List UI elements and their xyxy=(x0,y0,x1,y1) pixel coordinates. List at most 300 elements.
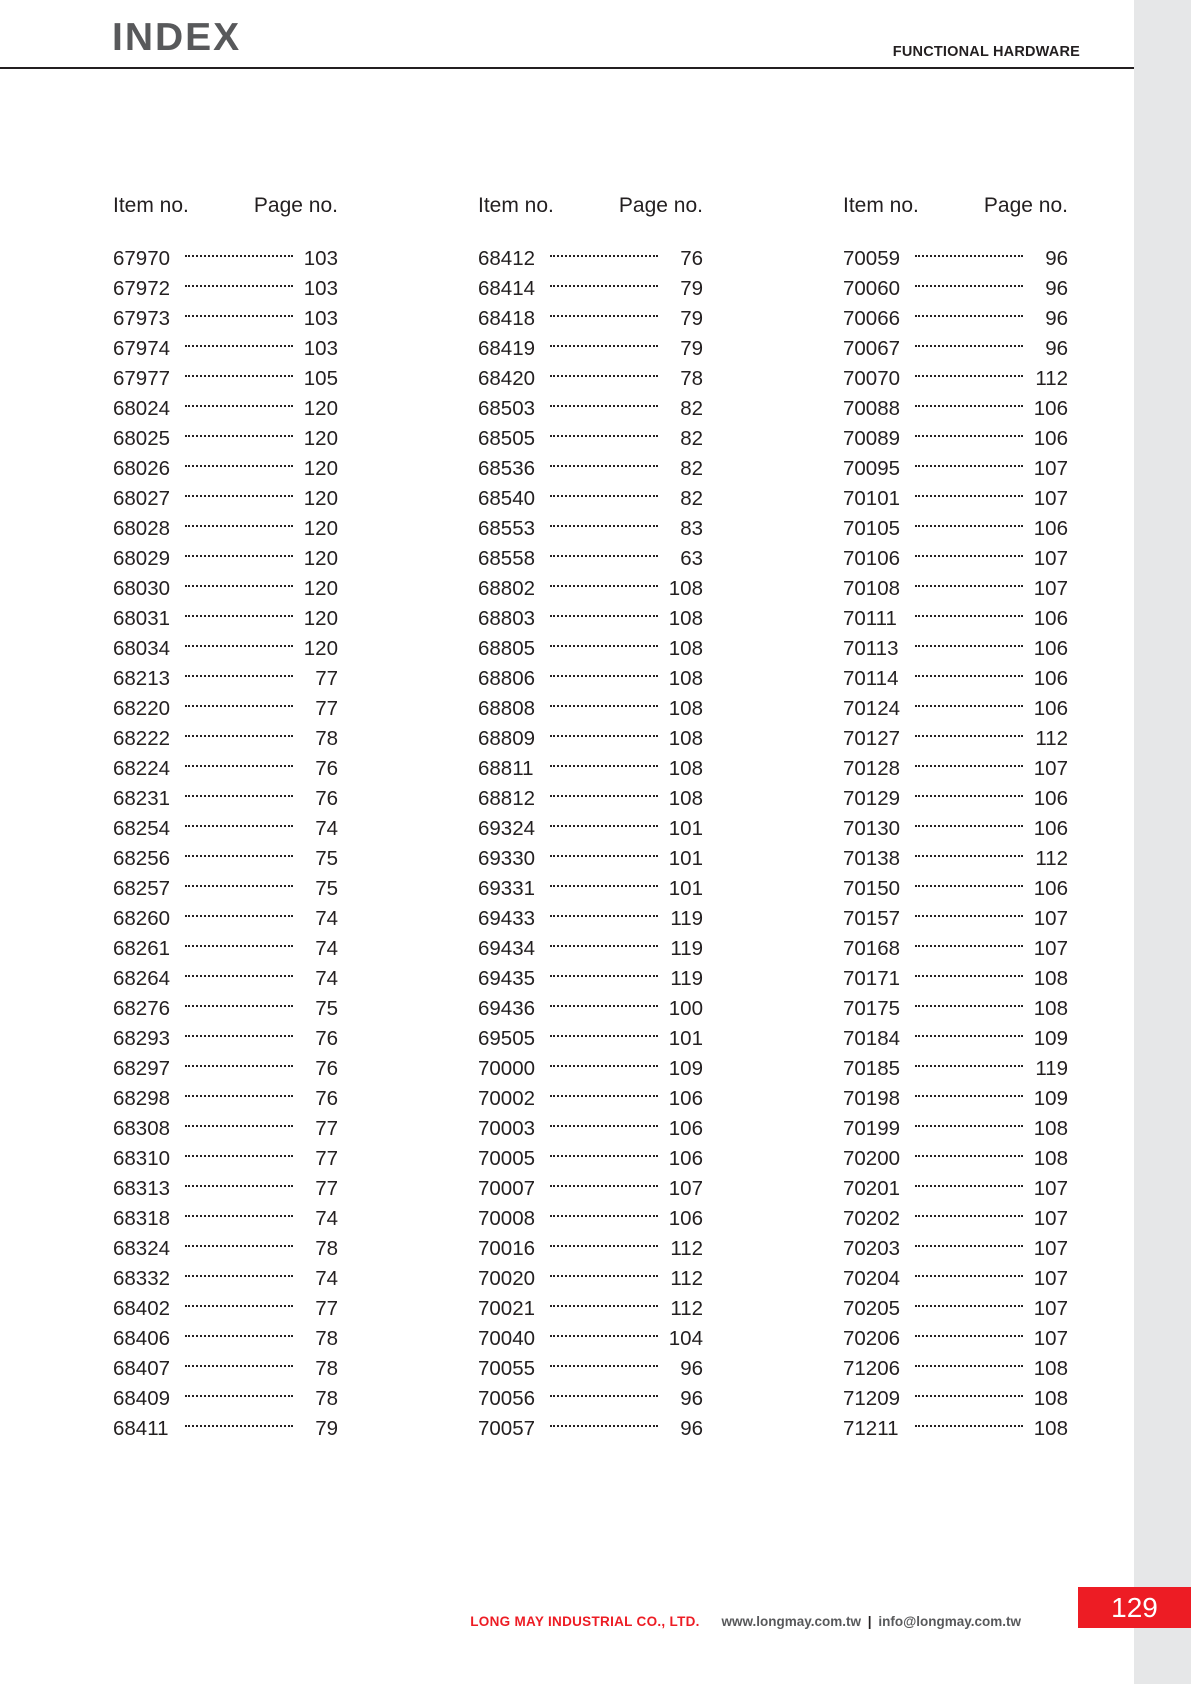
dot-leader xyxy=(548,934,658,964)
item-number: 70157 xyxy=(843,907,901,930)
index-row xyxy=(843,454,1068,484)
index-row xyxy=(843,544,1068,574)
item-number: 67974 xyxy=(113,337,171,360)
item-number: 70114 xyxy=(843,667,899,690)
index-row xyxy=(843,724,1068,754)
item-number: 70008 xyxy=(478,1207,536,1230)
item-number: 68802 xyxy=(478,577,536,600)
dot-leader xyxy=(548,1204,658,1234)
page-number-ref: 120 xyxy=(303,607,338,630)
index-row xyxy=(843,394,1068,424)
page-number-tab xyxy=(1078,1587,1191,1628)
index-row xyxy=(113,484,338,514)
dot-leader xyxy=(548,694,658,724)
index-row xyxy=(478,1174,703,1204)
index-row xyxy=(113,784,338,814)
index-row xyxy=(478,754,703,784)
index-row xyxy=(478,1114,703,1144)
item-number: 70184 xyxy=(843,1027,901,1050)
dot-leader xyxy=(913,454,1023,484)
item-number: 70021 xyxy=(478,1297,536,1320)
page-number-ref: 119 xyxy=(670,967,703,990)
page-number-ref: 101 xyxy=(668,847,703,870)
index-row xyxy=(478,634,703,664)
dot-leader xyxy=(183,874,293,904)
index-row xyxy=(843,994,1068,1024)
page-number-ref: 107 xyxy=(1033,1327,1068,1350)
index-row xyxy=(113,1204,338,1234)
page-number-ref: 96 xyxy=(1045,247,1068,270)
index-row xyxy=(478,424,703,454)
dot-leader xyxy=(183,1414,293,1444)
item-number: 70113 xyxy=(843,637,899,660)
index-row xyxy=(843,1054,1068,1084)
page-number-ref: 77 xyxy=(315,1117,338,1140)
page-number-ref: 120 xyxy=(303,397,338,420)
index-row xyxy=(113,874,338,904)
dot-leader xyxy=(913,844,1023,874)
index-row xyxy=(478,1024,703,1054)
index-row xyxy=(113,424,338,454)
dot-leader xyxy=(913,364,1023,394)
dot-leader xyxy=(183,694,293,724)
page-number-ref: 107 xyxy=(1033,577,1068,600)
item-number: 68297 xyxy=(113,1057,171,1080)
item-number: 68310 xyxy=(113,1147,171,1170)
item-number: 69331 xyxy=(478,877,536,900)
page-number-ref: 112 xyxy=(1035,847,1068,870)
page-number-ref: 103 xyxy=(303,337,338,360)
index-row xyxy=(843,1264,1068,1294)
dot-leader xyxy=(548,334,658,364)
index-row xyxy=(113,1084,338,1114)
page-number-ref: 108 xyxy=(668,577,703,600)
index-row xyxy=(478,1084,703,1114)
item-number: 68261 xyxy=(113,937,171,960)
page-number-ref: 82 xyxy=(680,457,703,480)
index-row xyxy=(113,1354,338,1384)
page-number-ref: 119 xyxy=(1035,1057,1068,1080)
company-name: LONG MAY INDUSTRIAL CO., LTD. xyxy=(470,1614,700,1629)
item-number: 68031 xyxy=(113,607,171,630)
dot-leader xyxy=(913,1054,1023,1084)
dot-leader xyxy=(548,1384,658,1414)
page-number-ref: 79 xyxy=(315,1417,338,1440)
dot-leader xyxy=(183,274,293,304)
index-row xyxy=(843,574,1068,604)
item-number: 68558 xyxy=(478,547,536,570)
dot-leader xyxy=(183,1234,293,1264)
dot-leader xyxy=(548,1414,658,1444)
item-number: 70124 xyxy=(843,697,901,720)
page-number-ref: 108 xyxy=(668,787,703,810)
dot-leader xyxy=(183,424,293,454)
index-row xyxy=(478,904,703,934)
page-number-ref: 63 xyxy=(680,547,703,570)
page-number-ref: 105 xyxy=(303,367,338,390)
page-number-ref: 120 xyxy=(303,517,338,540)
item-number: 70202 xyxy=(843,1207,901,1230)
page-number-ref: 74 xyxy=(315,817,338,840)
index-row xyxy=(478,1384,703,1414)
item-number: 68505 xyxy=(478,427,536,450)
item-number: 68308 xyxy=(113,1117,171,1140)
index-row xyxy=(478,844,703,874)
dot-leader xyxy=(548,544,658,574)
index-row xyxy=(113,754,338,784)
dot-leader xyxy=(548,754,658,784)
item-number: 70007 xyxy=(478,1177,536,1200)
item-number: 71209 xyxy=(843,1387,901,1410)
index-row xyxy=(478,244,703,274)
index-row xyxy=(843,1354,1068,1384)
page-number-ref: 112 xyxy=(1035,727,1068,750)
page-number-ref: 78 xyxy=(315,1237,338,1260)
page-number-ref: 109 xyxy=(1033,1027,1068,1050)
dot-leader xyxy=(548,1354,658,1384)
index-row xyxy=(478,934,703,964)
index-row xyxy=(843,1084,1068,1114)
dot-leader xyxy=(913,1024,1023,1054)
index-row xyxy=(113,304,338,334)
page-number-ref: 78 xyxy=(315,727,338,750)
index-row xyxy=(843,334,1068,364)
item-number: 70060 xyxy=(843,277,901,300)
page-number-ref: 96 xyxy=(680,1417,703,1440)
dot-leader xyxy=(183,1204,293,1234)
dot-leader xyxy=(183,1324,293,1354)
index-row xyxy=(113,1024,338,1054)
dot-leader xyxy=(548,904,658,934)
index-row xyxy=(113,1264,338,1294)
page-number-ref: 106 xyxy=(1033,637,1068,660)
item-number: 68293 xyxy=(113,1027,171,1050)
dot-leader xyxy=(183,664,293,694)
page-number-ref: 83 xyxy=(680,517,703,540)
dot-leader xyxy=(913,394,1023,424)
side-strip xyxy=(1134,0,1191,1684)
index-row xyxy=(843,604,1068,634)
item-number: 70003 xyxy=(478,1117,536,1140)
column-header xyxy=(843,192,1068,220)
item-number: 68257 xyxy=(113,877,171,900)
item-number: 68811 xyxy=(478,757,534,780)
page-number-ref: 107 xyxy=(1033,937,1068,960)
page-number-ref: 107 xyxy=(1033,1237,1068,1260)
item-number: 70000 xyxy=(478,1057,536,1080)
page-number-ref: 106 xyxy=(1033,697,1068,720)
page-number-ref: 107 xyxy=(1033,547,1068,570)
index-row xyxy=(113,1414,338,1444)
item-number: 68419 xyxy=(478,337,536,360)
index-row xyxy=(843,904,1068,934)
dot-leader xyxy=(548,304,658,334)
dot-leader xyxy=(548,1144,658,1174)
index-row xyxy=(843,1414,1068,1444)
index-row xyxy=(113,574,338,604)
item-number: 68027 xyxy=(113,487,171,510)
page-number: 129 xyxy=(1111,1591,1158,1623)
dot-leader xyxy=(913,994,1023,1024)
item-number: 67977 xyxy=(113,367,171,390)
dot-leader xyxy=(183,1174,293,1204)
page-number-ref: 112 xyxy=(670,1267,703,1290)
item-number: 71206 xyxy=(843,1357,901,1380)
page-number-ref: 78 xyxy=(680,367,703,390)
item-number: 68313 xyxy=(113,1177,171,1200)
dot-leader xyxy=(548,724,658,754)
page-number-ref: 107 xyxy=(1033,907,1068,930)
item-number: 68029 xyxy=(113,547,171,570)
index-row xyxy=(843,874,1068,904)
dot-leader xyxy=(913,1294,1023,1324)
item-number: 68264 xyxy=(113,967,171,990)
dot-leader xyxy=(183,484,293,514)
index-row xyxy=(478,1294,703,1324)
item-number: 67973 xyxy=(113,307,171,330)
page-number-ref: 120 xyxy=(303,547,338,570)
item-number: 68407 xyxy=(113,1357,171,1380)
page-number-ref: 96 xyxy=(680,1387,703,1410)
index-row xyxy=(113,544,338,574)
index-row xyxy=(113,454,338,484)
dot-leader xyxy=(183,1264,293,1294)
page-number-ref: 107 xyxy=(1033,757,1068,780)
page-no-header: Page no. xyxy=(253,194,338,217)
page-number-ref: 112 xyxy=(670,1297,703,1320)
website-link[interactable]: www.longmay.com.tw xyxy=(721,1614,862,1629)
page-number-ref: 112 xyxy=(1035,367,1068,390)
dot-leader xyxy=(913,1354,1023,1384)
dot-leader xyxy=(183,1084,293,1114)
index-row xyxy=(843,484,1068,514)
dot-leader xyxy=(913,1324,1023,1354)
page-number-ref: 76 xyxy=(315,1087,338,1110)
header-divider xyxy=(0,67,1134,69)
item-number: 68409 xyxy=(113,1387,171,1410)
dot-leader xyxy=(548,994,658,1024)
page-number-ref: 96 xyxy=(680,1357,703,1380)
item-number: 68812 xyxy=(478,787,536,810)
item-number: 70066 xyxy=(843,307,901,330)
index-row xyxy=(843,1294,1068,1324)
page-title: INDEX xyxy=(112,16,242,59)
page-number-ref: 100 xyxy=(668,997,703,1020)
dot-leader xyxy=(548,394,658,424)
item-number: 68803 xyxy=(478,607,536,630)
dot-leader xyxy=(183,994,293,1024)
item-number: 70201 xyxy=(843,1177,901,1200)
dot-leader xyxy=(183,394,293,424)
dot-leader xyxy=(548,514,658,544)
dot-leader xyxy=(913,334,1023,364)
index-row xyxy=(113,694,338,724)
index-row xyxy=(478,394,703,424)
dot-leader xyxy=(913,304,1023,334)
index-row xyxy=(843,514,1068,544)
dot-leader xyxy=(183,334,293,364)
dot-leader xyxy=(913,244,1023,274)
page-number-ref: 112 xyxy=(670,1237,703,1260)
dot-leader xyxy=(548,874,658,904)
item-number: 70129 xyxy=(843,787,901,810)
dot-leader xyxy=(183,364,293,394)
page-number-ref: 107 xyxy=(1033,1297,1068,1320)
item-number: 68213 xyxy=(113,667,171,690)
page-number-ref: 74 xyxy=(315,1207,338,1230)
page-number-ref: 101 xyxy=(668,877,703,900)
item-number: 68256 xyxy=(113,847,171,870)
item-number: 69330 xyxy=(478,847,536,870)
page-number-ref: 101 xyxy=(668,817,703,840)
page-number-ref: 109 xyxy=(1033,1087,1068,1110)
item-number: 68025 xyxy=(113,427,171,450)
dot-leader xyxy=(548,784,658,814)
item-number: 70067 xyxy=(843,337,901,360)
page-number-ref: 75 xyxy=(315,877,338,900)
dot-leader xyxy=(183,844,293,874)
index-row xyxy=(478,364,703,394)
dot-leader xyxy=(548,634,658,664)
index-row xyxy=(843,964,1068,994)
page-number-ref: 107 xyxy=(1033,1177,1068,1200)
item-number: 70198 xyxy=(843,1087,901,1110)
dot-leader xyxy=(183,1354,293,1384)
index-row xyxy=(113,994,338,1024)
index-row xyxy=(113,1144,338,1174)
page-number-ref: 106 xyxy=(668,1087,703,1110)
email-link[interactable]: info@longmay.com.tw xyxy=(878,1614,1021,1629)
index-row xyxy=(478,1354,703,1384)
page-number-ref: 79 xyxy=(680,277,703,300)
dot-leader xyxy=(548,1024,658,1054)
item-number: 69505 xyxy=(478,1027,536,1050)
dot-leader xyxy=(183,514,293,544)
page-number-ref: 108 xyxy=(1033,997,1068,1020)
dot-leader xyxy=(913,1174,1023,1204)
dot-leader xyxy=(548,484,658,514)
index-row xyxy=(113,1174,338,1204)
item-number: 70101 xyxy=(843,487,901,510)
item-number: 70002 xyxy=(478,1087,536,1110)
dot-leader xyxy=(548,964,658,994)
dot-leader xyxy=(183,244,293,274)
item-number: 70056 xyxy=(478,1387,536,1410)
dot-leader xyxy=(548,1084,658,1114)
index-row xyxy=(113,1384,338,1414)
dot-leader xyxy=(183,604,293,634)
index-row xyxy=(113,664,338,694)
page-number-ref: 108 xyxy=(1033,1147,1068,1170)
index-row xyxy=(113,394,338,424)
page-number-ref: 77 xyxy=(315,1297,338,1320)
item-number: 70106 xyxy=(843,547,901,570)
page-number-ref: 77 xyxy=(315,1147,338,1170)
page-number-ref: 120 xyxy=(303,487,338,510)
item-number: 70175 xyxy=(843,997,901,1020)
dot-leader xyxy=(913,544,1023,574)
dot-leader xyxy=(183,1294,293,1324)
index-row xyxy=(113,934,338,964)
index-row xyxy=(478,334,703,364)
index-row xyxy=(843,244,1068,274)
dot-leader xyxy=(913,664,1023,694)
dot-leader xyxy=(913,1114,1023,1144)
item-number: 70055 xyxy=(478,1357,536,1380)
item-number: 68402 xyxy=(113,1297,171,1320)
item-number: 68414 xyxy=(478,277,536,300)
index-row xyxy=(478,1324,703,1354)
dot-leader xyxy=(548,1264,658,1294)
dot-leader xyxy=(183,724,293,754)
dot-leader xyxy=(913,1414,1023,1444)
page-number-ref: 108 xyxy=(668,667,703,690)
dot-leader xyxy=(183,1144,293,1174)
item-number: 70168 xyxy=(843,937,901,960)
dot-leader xyxy=(548,1174,658,1204)
page-number-ref: 119 xyxy=(670,937,703,960)
index-row xyxy=(113,334,338,364)
index-row xyxy=(478,994,703,1024)
item-number: 70089 xyxy=(843,427,901,450)
dot-leader xyxy=(183,1114,293,1144)
dot-leader xyxy=(183,754,293,784)
dot-leader xyxy=(548,274,658,304)
dot-leader xyxy=(183,814,293,844)
dot-leader xyxy=(183,934,293,964)
dot-leader xyxy=(913,1234,1023,1264)
item-number: 69436 xyxy=(478,997,536,1020)
dot-leader xyxy=(548,1114,658,1144)
index-row xyxy=(843,754,1068,784)
item-number: 68318 xyxy=(113,1207,171,1230)
item-number: 68028 xyxy=(113,517,171,540)
dot-leader xyxy=(183,454,293,484)
index-row xyxy=(478,574,703,604)
item-number: 69324 xyxy=(478,817,536,840)
page-number-ref: 76 xyxy=(315,1057,338,1080)
item-number: 68024 xyxy=(113,397,171,420)
index-row xyxy=(478,604,703,634)
page-number-ref: 82 xyxy=(680,427,703,450)
index-row xyxy=(113,814,338,844)
dot-leader xyxy=(913,1384,1023,1414)
index-row xyxy=(113,844,338,874)
item-number: 68332 xyxy=(113,1267,171,1290)
dot-leader xyxy=(913,814,1023,844)
page-number-ref: 74 xyxy=(315,1267,338,1290)
index-row xyxy=(113,274,338,304)
page-number-ref: 107 xyxy=(1033,457,1068,480)
page-number-ref: 106 xyxy=(1033,667,1068,690)
item-number: 68231 xyxy=(113,787,171,810)
item-no-header: Item no. xyxy=(113,194,189,217)
dot-leader xyxy=(548,844,658,874)
page-number-ref: 108 xyxy=(668,697,703,720)
page-number-ref: 82 xyxy=(680,487,703,510)
dot-leader xyxy=(548,364,658,394)
item-number: 68805 xyxy=(478,637,536,660)
index-row xyxy=(478,544,703,574)
index-row xyxy=(478,274,703,304)
page-number-ref: 74 xyxy=(315,967,338,990)
dot-leader xyxy=(913,604,1023,634)
dot-leader xyxy=(913,934,1023,964)
dot-leader xyxy=(548,814,658,844)
dot-leader xyxy=(548,1324,658,1354)
item-number: 67970 xyxy=(113,247,171,270)
page-number-ref: 96 xyxy=(1045,307,1068,330)
